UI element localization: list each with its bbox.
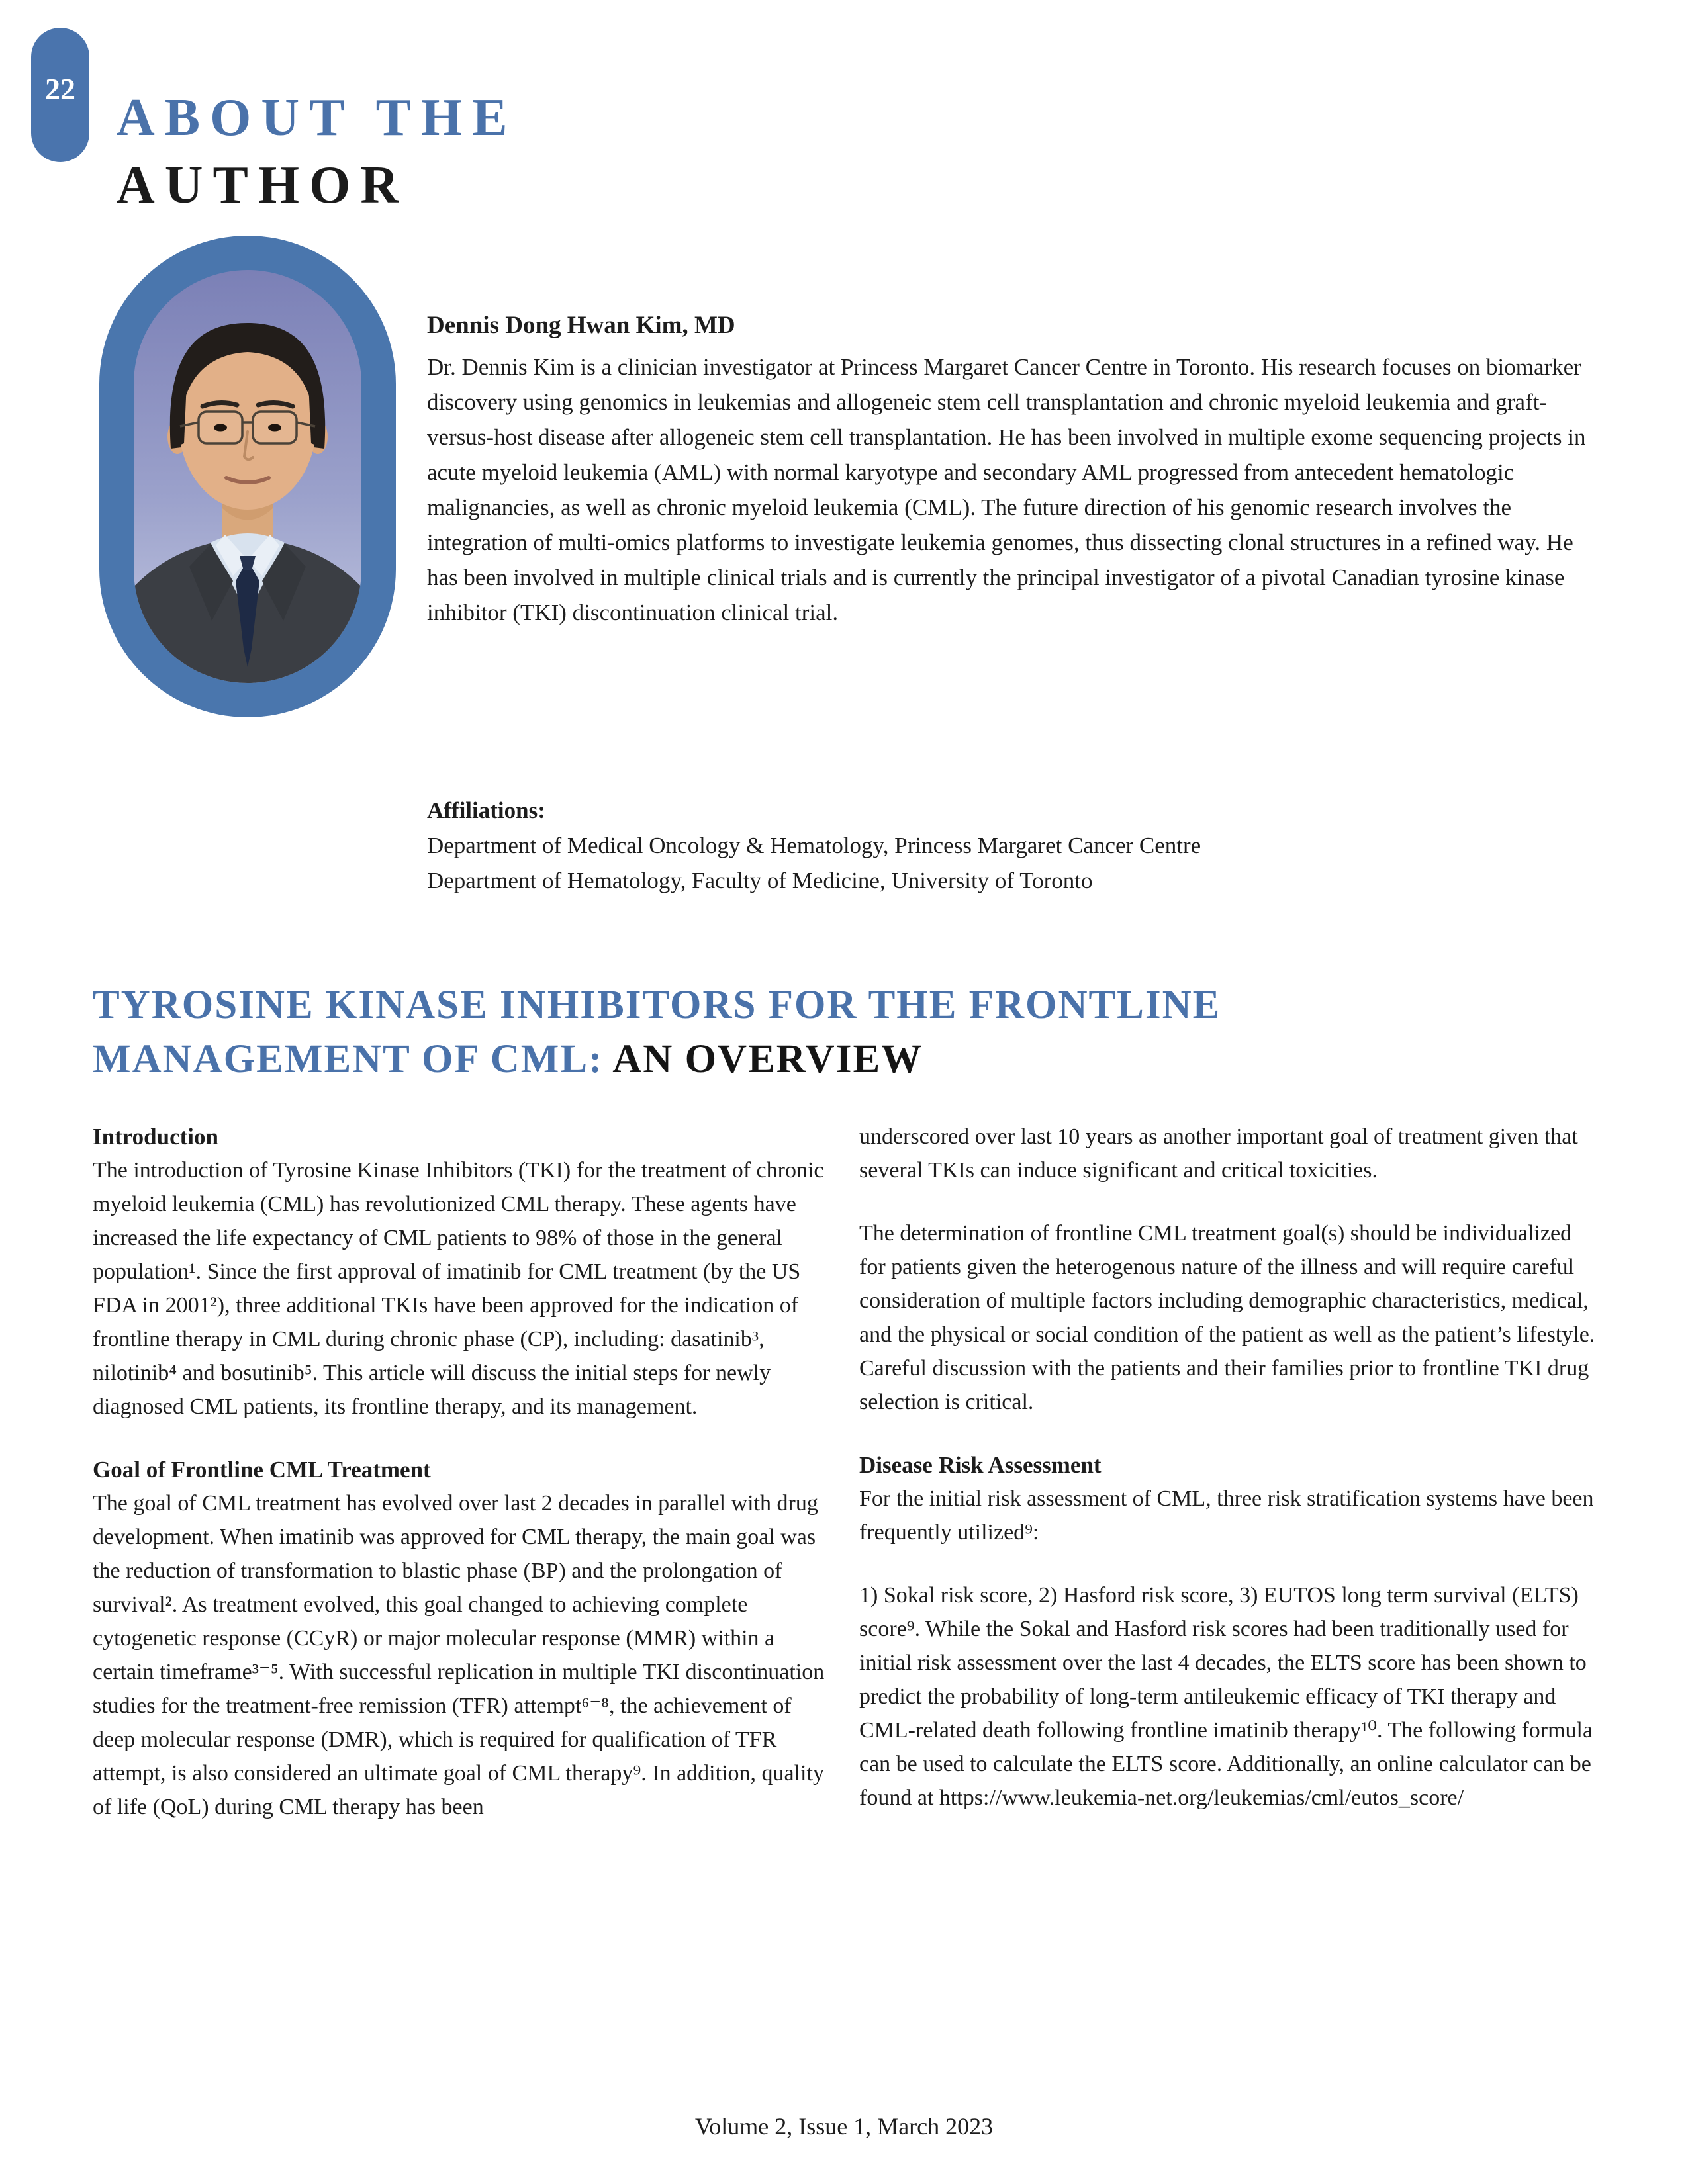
section-heading-goal-of-frontline-cml-treatment: Goal of Frontline CML Treatment — [93, 1457, 431, 1482]
right-column — [859, 1120, 1597, 1824]
introduction-paragraph: The introduction of Tyrosine Kinase Inhibitors (TKI) for the treatment of chronic myeloid leukemia (CML) has revolutionized CML therapy. These agents have increased the life expectancy of CML patients to 98% of those in the general population¹. Since the first approval of imatinib for CML treatment (by the US FDA in 2001²), three additional TKIs have been approved for the indication of frontline therapy in CML during chronic phase (CP), including: dasatinib³, nilotinib⁴ and bosutinib⁵. This article will discuss the initial steps for newly diagnosed CML patients, its frontline therapy, and its management. — [93, 1158, 824, 1419]
author-photo-frame — [99, 236, 396, 717]
continuation-paragraph: underscored over last 10 years as another important goal of treatment given that several TKIs can induce significant and critical toxicities. — [859, 1124, 1578, 1183]
affiliations-heading: Affiliations: — [427, 797, 545, 823]
goal-paragraph: The goal of CML treatment has evolved over last 2 decades in parallel with drug development. When imatinib was approved for CML therapy, the main goal was the reduction of transformation to blastic phase (BP) and the prolongation of survival². As treatment evolved, this goal changed to achieving complete cytogenetic response (CCyR) or major molecular response (MMR) within a certain timeframe³⁻⁵. With successful replication in multiple TKI discontinuation studies for the treatment-free remission (TFR) attempt⁶⁻⁸, the achievement of deep molecular response (DMR), which is required for qualification of TFR attempt, is also considered an ultimate goal of CML therapy⁹. In addition, quality of life (QoL) during CML therapy has been — [93, 1491, 825, 1819]
article-body — [93, 1120, 1597, 1824]
page-number: 22 — [45, 71, 75, 106]
section-heading-disease-risk-assessment: Disease Risk Assessment — [859, 1452, 1102, 1478]
article-title-line2-blue: MANAGEMENT OF CML: — [93, 1037, 604, 1081]
article-title-line2-black: AN OVERVIEW — [603, 1037, 923, 1081]
affiliation-line-2: Department of Hematology, Faculty of Medicine, University of Toronto — [427, 868, 1093, 893]
author-bio: Dr. Dennis Kim is a clinician investigator at Princess Margaret Cancer Centre in Toronto. His research focuses on biomarker discovery using genomics in leukemias and allogeneic stem cell transplantation and chronic myeloid leukemia and graft-versus-host disease after allogeneic stem cell transplantation. He has been involved in multiple exome sequencing projects in acute myeloid leukemia (AML) with normal karyotype and secondary AML progressed from antecedent hematologic malignancies, as well as chronic myeloid leukemia (CML). The future direction of his genomic research involves the integration of multi-omics platforms to investigate leukemia genomes, thus dissecting clonal structures in a refined way. He has been involved in multiple clinical trials and is currently the principal investigator of a pivotal Canadian tyrosine kinase inhibitor (TKI) discontinuation clinical trial. — [427, 354, 1586, 626]
heading-author: AUTHOR — [117, 156, 409, 214]
affiliations-block — [427, 793, 1609, 898]
risk-assessment-paragraph: For the initial risk assessment of CML, three risk stratification systems have been frequently utilized⁹: — [859, 1486, 1594, 1545]
footer-text: Volume 2, Issue 1, March 2023 — [694, 2113, 994, 2140]
affiliation-line-1: Department of Medical Oncology & Hematology, Princess Margaret Cancer Centre — [427, 833, 1201, 858]
left-column — [93, 1120, 829, 1824]
risk-scores-paragraph: 1) Sokal risk score, 2) Hasford risk score, 3) EUTOS long term survival (ELTS) score⁹. While the Sokal and Hasford risk scores had been traditionally used for initial risk assessment over the last 4 decades, the ELTS score has been shown to predict the probability of long-term antileukemic efficacy of TKI therapy and CML-related death following frontline imatinib therapy¹⁰. The following formula can be used to calculate the ELTS score. Additionally, an online calculator can be found at https://www.leukemia-net.org/leukemias/cml/eutos_score/ — [859, 1583, 1593, 1810]
heading-about-the: ABOUT THE — [117, 89, 518, 147]
author-block — [427, 311, 1609, 630]
about-the-author-heading — [117, 91, 518, 212]
author-name: Dennis Dong Hwan Kim, MD — [427, 312, 735, 339]
article-title — [93, 978, 1609, 1087]
section-heading-introduction: Introduction — [93, 1124, 218, 1150]
portrait-illustration — [134, 270, 361, 683]
page-number-pill — [31, 28, 89, 162]
article-title-line2 — [93, 1032, 1609, 1087]
author-photo — [134, 270, 361, 683]
determination-paragraph: The determination of frontline CML treatment goal(s) should be individualized for patients given the heterogenous nature of the illness and will require careful consideration of multiple factors including demographic characteristics, medical, and the physical or social condition of the patient as well as the patient’s lifestyle. Careful discussion with the patients and their families prior to frontline TKI drug selection is critical. — [859, 1221, 1595, 1414]
article-title-line1: TYROSINE KINASE INHIBITORS FOR THE FRONTLINE — [93, 983, 1221, 1027]
